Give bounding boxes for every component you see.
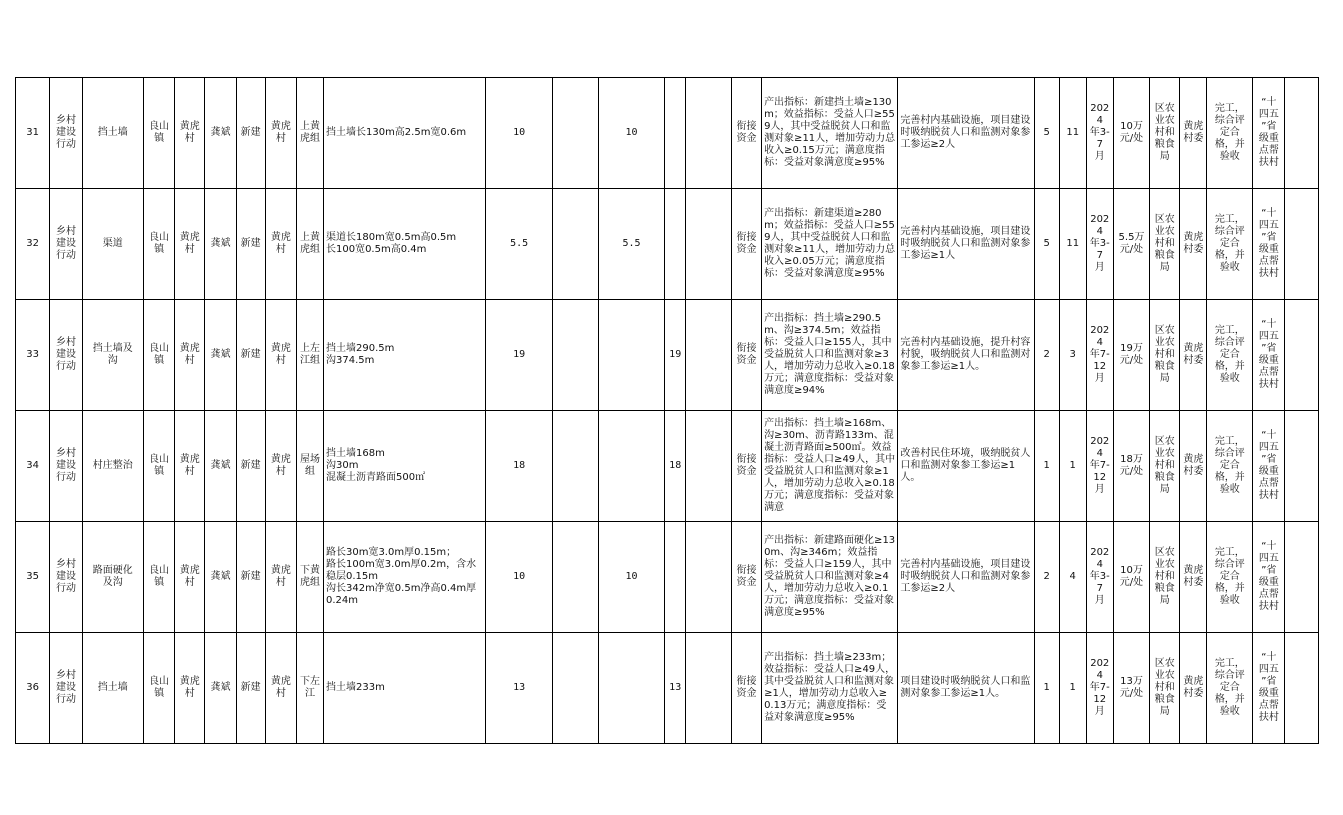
- category-cell: 乡村 建设 行动: [50, 78, 82, 189]
- fund-source-cell: 衔接 资金: [731, 633, 761, 744]
- mechanism-cell: 改善村民住环境，吸纳脱贫人口和监测对象参工参运≥1人。: [898, 411, 1034, 522]
- beneficiary-households-cell: 1: [1034, 411, 1059, 522]
- implementer-cell: 黄虎 村委: [1180, 522, 1207, 633]
- project-table: [15, 77, 1319, 744]
- fund-cell-13: [598, 633, 665, 744]
- project-name-cell: 村庄整治: [82, 411, 143, 522]
- indicators-cell: 产出指标：挡土墙≥290.5m、沟≥374.5m；效益指标：受益人口≥155人，其中受益脱贫人口和监测对象≥3人，增加劳动力总收入≥0.18万元；满意度指标：受益对象满意度≥94%: [762, 300, 898, 411]
- row-number: 34: [16, 411, 50, 522]
- village-cell: 黄虎 村: [175, 78, 205, 189]
- fund-cell-12: [552, 189, 598, 300]
- extra-cell: [1285, 633, 1319, 744]
- mechanism-cell: 完善村内基础设施，项目建设时吸纳脱贫人口和监测对象参工参运≥1人: [898, 189, 1034, 300]
- fund-cell-14: [665, 78, 686, 189]
- site-village-cell: 黄虎 村: [265, 633, 296, 744]
- content-cell: 渠道长180m宽0.5m高0.5m 长100宽0.5m高0.4m: [323, 189, 485, 300]
- implementer-cell: 黄虎 村委: [1180, 633, 1207, 744]
- total-fund-cell: 19: [486, 300, 553, 411]
- period-cell: 2024 年7- 12月: [1086, 300, 1113, 411]
- row-number: 35: [16, 522, 50, 633]
- beneficiary-people-cell: 4: [1059, 522, 1086, 633]
- site-village-cell: 黄虎 村: [265, 411, 296, 522]
- extra-cell: [1285, 522, 1319, 633]
- fund-source-cell: 衔接 资金: [731, 300, 761, 411]
- period-cell: 2024 年7- 12月: [1086, 411, 1113, 522]
- fund-cell-14: 19: [665, 300, 686, 411]
- project-name-cell: 挡土墙: [82, 78, 143, 189]
- town-cell: 良山 镇: [143, 633, 174, 744]
- category-cell: 乡村 建设 行动: [50, 633, 82, 744]
- subsidy-cell: 10万 元/处: [1113, 78, 1149, 189]
- village-cell: 黄虎 村: [175, 189, 205, 300]
- content-cell: 路长30m宽3.0m厚0.15m； 路长100m宽3.0m厚0.2m，含水稳层0.15m 沟长342m净宽0.5m净高0.4m厚0.24m: [323, 522, 485, 633]
- department-cell: 区农 业农 村和 粮食 局: [1150, 522, 1180, 633]
- beneficiary-people-cell: 11: [1059, 189, 1086, 300]
- period-cell: 2024 年3-7 月: [1086, 78, 1113, 189]
- content-cell: 挡土墙233m: [323, 633, 485, 744]
- village-cell: 黄虎 村: [175, 633, 205, 744]
- group-cell: 上左 江组: [296, 300, 323, 411]
- category-cell: 乡村 建设 行动: [50, 411, 82, 522]
- remark-cell: “十 四五 ”省 级重 点帮 扶村: [1253, 633, 1285, 744]
- total-fund-cell: 10: [486, 78, 553, 189]
- total-fund-cell: 18: [486, 411, 553, 522]
- acceptance-cell: 完工， 综合评 定合 格，并 验收: [1207, 189, 1253, 300]
- owner-cell: 龚斌: [205, 522, 236, 633]
- department-cell: 区农 业农 村和 粮食 局: [1150, 78, 1180, 189]
- fund-cell-13: 10: [598, 522, 665, 633]
- fund-cell-13: [598, 411, 665, 522]
- fund-cell-15: [686, 633, 732, 744]
- extra-cell: [1285, 411, 1319, 522]
- table-row: [16, 78, 1319, 189]
- implementer-cell: 黄虎 村委: [1180, 78, 1207, 189]
- beneficiary-households-cell: 5: [1034, 189, 1059, 300]
- construction-type-cell: 新建: [236, 300, 265, 411]
- fund-cell-14: 13: [665, 633, 686, 744]
- group-cell: 下黄 虎组: [296, 522, 323, 633]
- subsidy-cell: 5.5万 元/处: [1113, 189, 1149, 300]
- mechanism-cell: 完善村内基础设施，项目建设时吸纳脱贫人口和监测对象参工参运≥2人: [898, 78, 1034, 189]
- department-cell: 区农 业农 村和 粮食 局: [1150, 411, 1180, 522]
- content-cell: 挡土墙长130m高2.5m宽0.6m: [323, 78, 485, 189]
- extra-cell: [1285, 189, 1319, 300]
- indicators-cell: 产出指标：挡土墙≥233m；效益指标：受益人口≥49人，其中受益脱贫人口和监测对象≥1人，增加劳动力总收入≥0.13万元；满意度指标：受益对象满意度≥95%: [762, 633, 898, 744]
- period-cell: 2024 年3-7 月: [1086, 189, 1113, 300]
- site-village-cell: 黄虎 村: [265, 189, 296, 300]
- acceptance-cell: 完工， 综合评 定合 格，并 验收: [1207, 78, 1253, 189]
- fund-source-cell: 衔接 资金: [731, 522, 761, 633]
- total-fund-cell: 13: [486, 633, 553, 744]
- fund-cell-12: [552, 300, 598, 411]
- beneficiary-households-cell: 2: [1034, 522, 1059, 633]
- fund-cell-13: [598, 300, 665, 411]
- village-cell: 黄虎 村: [175, 411, 205, 522]
- row-number: 36: [16, 633, 50, 744]
- total-fund-cell: 5.5: [486, 189, 553, 300]
- group-cell: 上黄 虎组: [296, 78, 323, 189]
- category-cell: 乡村 建设 行动: [50, 300, 82, 411]
- content-cell: 挡土墙290.5m 沟374.5m: [323, 300, 485, 411]
- indicators-cell: 产出指标：挡土墙≥168m、沟≥30m、沥青路133m、混凝土沥青路面≥500㎡。效益指标：受益人口≥49人，其中受益脱贫人口和监测对象≥1人，增加劳动力总收入≥0.18万元；满意度指标：受益对象满意: [762, 411, 898, 522]
- construction-type-cell: 新建: [236, 633, 265, 744]
- group-cell: 上黄 虎组: [296, 189, 323, 300]
- fund-cell-12: [552, 522, 598, 633]
- fund-cell-15: [686, 300, 732, 411]
- table-row: [16, 411, 1319, 522]
- subsidy-cell: 13万 元/处: [1113, 633, 1149, 744]
- acceptance-cell: 完工， 综合评 定合 格，并 验收: [1207, 411, 1253, 522]
- acceptance-cell: 完工， 综合评 定合 格，并 验收: [1207, 300, 1253, 411]
- construction-type-cell: 新建: [236, 189, 265, 300]
- mechanism-cell: 完善村内基础设施，提升村容村貌，吸纳脱贫人口和监测对象参工参运≥1人。: [898, 300, 1034, 411]
- village-cell: 黄虎 村: [175, 522, 205, 633]
- indicators-cell: 产出指标：新建挡土墙≥130m；效益指标：受益人口≥559人，其中受益脱贫人口和监测对象≥11人，增加劳动力总收入≥0.15万元；满意度指标：受益对象满意度≥95%: [762, 78, 898, 189]
- construction-type-cell: 新建: [236, 522, 265, 633]
- beneficiary-households-cell: 1: [1034, 633, 1059, 744]
- remark-cell: “十 四五 ”省 级重 点帮 扶村: [1253, 189, 1285, 300]
- beneficiary-people-cell: 1: [1059, 633, 1086, 744]
- town-cell: 良山 镇: [143, 300, 174, 411]
- acceptance-cell: 完工， 综合评 定合 格，并 验收: [1207, 633, 1253, 744]
- remark-cell: “十 四五 ”省 级重 点帮 扶村: [1253, 78, 1285, 189]
- fund-source-cell: 衔接 资金: [731, 189, 761, 300]
- fund-cell-15: [686, 189, 732, 300]
- project-name-cell: 渠道: [82, 189, 143, 300]
- construction-type-cell: 新建: [236, 78, 265, 189]
- fund-cell-14: [665, 522, 686, 633]
- category-cell: 乡村 建设 行动: [50, 189, 82, 300]
- period-cell: 2024 年3-7 月: [1086, 522, 1113, 633]
- owner-cell: 龚斌: [205, 300, 236, 411]
- fund-cell-14: [665, 189, 686, 300]
- subsidy-cell: 10万 元/处: [1113, 522, 1149, 633]
- implementer-cell: 黄虎 村委: [1180, 189, 1207, 300]
- row-number: 32: [16, 189, 50, 300]
- mechanism-cell: 项目建设时吸纳脱贫人口和监测对象参工参运≥1人。: [898, 633, 1034, 744]
- owner-cell: 龚斌: [205, 411, 236, 522]
- town-cell: 良山 镇: [143, 522, 174, 633]
- indicators-cell: 产出指标：新建路面硬化≥130m、沟≥346m；效益指标：受益人口≥159人，其中受益脱贫人口和监测对象≥4人，增加劳动力总收入≥0.1万元；满意度指标：受益对象满意度≥95%: [762, 522, 898, 633]
- category-cell: 乡村 建设 行动: [50, 522, 82, 633]
- subsidy-cell: 18万 元/处: [1113, 411, 1149, 522]
- department-cell: 区农 业农 村和 粮食 局: [1150, 300, 1180, 411]
- town-cell: 良山 镇: [143, 189, 174, 300]
- village-cell: 黄虎 村: [175, 300, 205, 411]
- fund-cell-12: [552, 78, 598, 189]
- remark-cell: “十 四五 ”省 级重 点帮 扶村: [1253, 411, 1285, 522]
- row-number: 33: [16, 300, 50, 411]
- extra-cell: [1285, 300, 1319, 411]
- owner-cell: 龚斌: [205, 78, 236, 189]
- period-cell: 2024 年7- 12月: [1086, 633, 1113, 744]
- remark-cell: “十 四五 ”省 级重 点帮 扶村: [1253, 522, 1285, 633]
- extra-cell: [1285, 78, 1319, 189]
- remark-cell: “十 四五 ”省 级重 点帮 扶村: [1253, 300, 1285, 411]
- town-cell: 良山 镇: [143, 78, 174, 189]
- site-village-cell: 黄虎 村: [265, 522, 296, 633]
- fund-cell-15: [686, 78, 732, 189]
- beneficiary-households-cell: 5: [1034, 78, 1059, 189]
- fund-cell-13: 5.5: [598, 189, 665, 300]
- site-village-cell: 黄虎 村: [265, 78, 296, 189]
- indicators-cell: 产出指标：新建渠道≥280m；效益指标：受益人口≥559人，其中受益脱贫人口和监测对象≥11人，增加劳动力总收入≥0.05万元；满意度指标：受益对象满意度≥95%: [762, 189, 898, 300]
- implementer-cell: 黄虎 村委: [1180, 411, 1207, 522]
- table-row: [16, 633, 1319, 744]
- mechanism-cell: 完善村内基础设施，项目建设时吸纳脱贫人口和监测对象参工参运≥2人: [898, 522, 1034, 633]
- site-village-cell: 黄虎 村: [265, 300, 296, 411]
- beneficiary-people-cell: 1: [1059, 411, 1086, 522]
- project-name-cell: 路面硬化 及沟: [82, 522, 143, 633]
- group-cell: 下左 江: [296, 633, 323, 744]
- fund-cell-13: 10: [598, 78, 665, 189]
- department-cell: 区农 业农 村和 粮食 局: [1150, 633, 1180, 744]
- fund-cell-15: [686, 411, 732, 522]
- table-row: [16, 522, 1319, 633]
- project-name-cell: 挡土墙: [82, 633, 143, 744]
- total-fund-cell: 10: [486, 522, 553, 633]
- beneficiary-people-cell: 3: [1059, 300, 1086, 411]
- beneficiary-people-cell: 11: [1059, 78, 1086, 189]
- fund-source-cell: 衔接 资金: [731, 78, 761, 189]
- fund-cell-12: [552, 633, 598, 744]
- fund-cell-14: 18: [665, 411, 686, 522]
- fund-cell-15: [686, 522, 732, 633]
- construction-type-cell: 新建: [236, 411, 265, 522]
- town-cell: 良山 镇: [143, 411, 174, 522]
- owner-cell: 龚斌: [205, 189, 236, 300]
- fund-cell-12: [552, 411, 598, 522]
- table-row: [16, 189, 1319, 300]
- group-cell: 屋场 组: [296, 411, 323, 522]
- table-row: [16, 300, 1319, 411]
- subsidy-cell: 19万 元/处: [1113, 300, 1149, 411]
- row-number: 31: [16, 78, 50, 189]
- table-body: [16, 78, 1319, 744]
- beneficiary-households-cell: 2: [1034, 300, 1059, 411]
- project-name-cell: 挡土墙及 沟: [82, 300, 143, 411]
- implementer-cell: 黄虎 村委: [1180, 300, 1207, 411]
- owner-cell: 龚斌: [205, 633, 236, 744]
- fund-source-cell: 衔接 资金: [731, 411, 761, 522]
- department-cell: 区农 业农 村和 粮食 局: [1150, 189, 1180, 300]
- content-cell: 挡土墙168m 沟30m 混凝土沥青路面500㎡: [323, 411, 485, 522]
- acceptance-cell: 完工， 综合评 定合 格，并 验收: [1207, 522, 1253, 633]
